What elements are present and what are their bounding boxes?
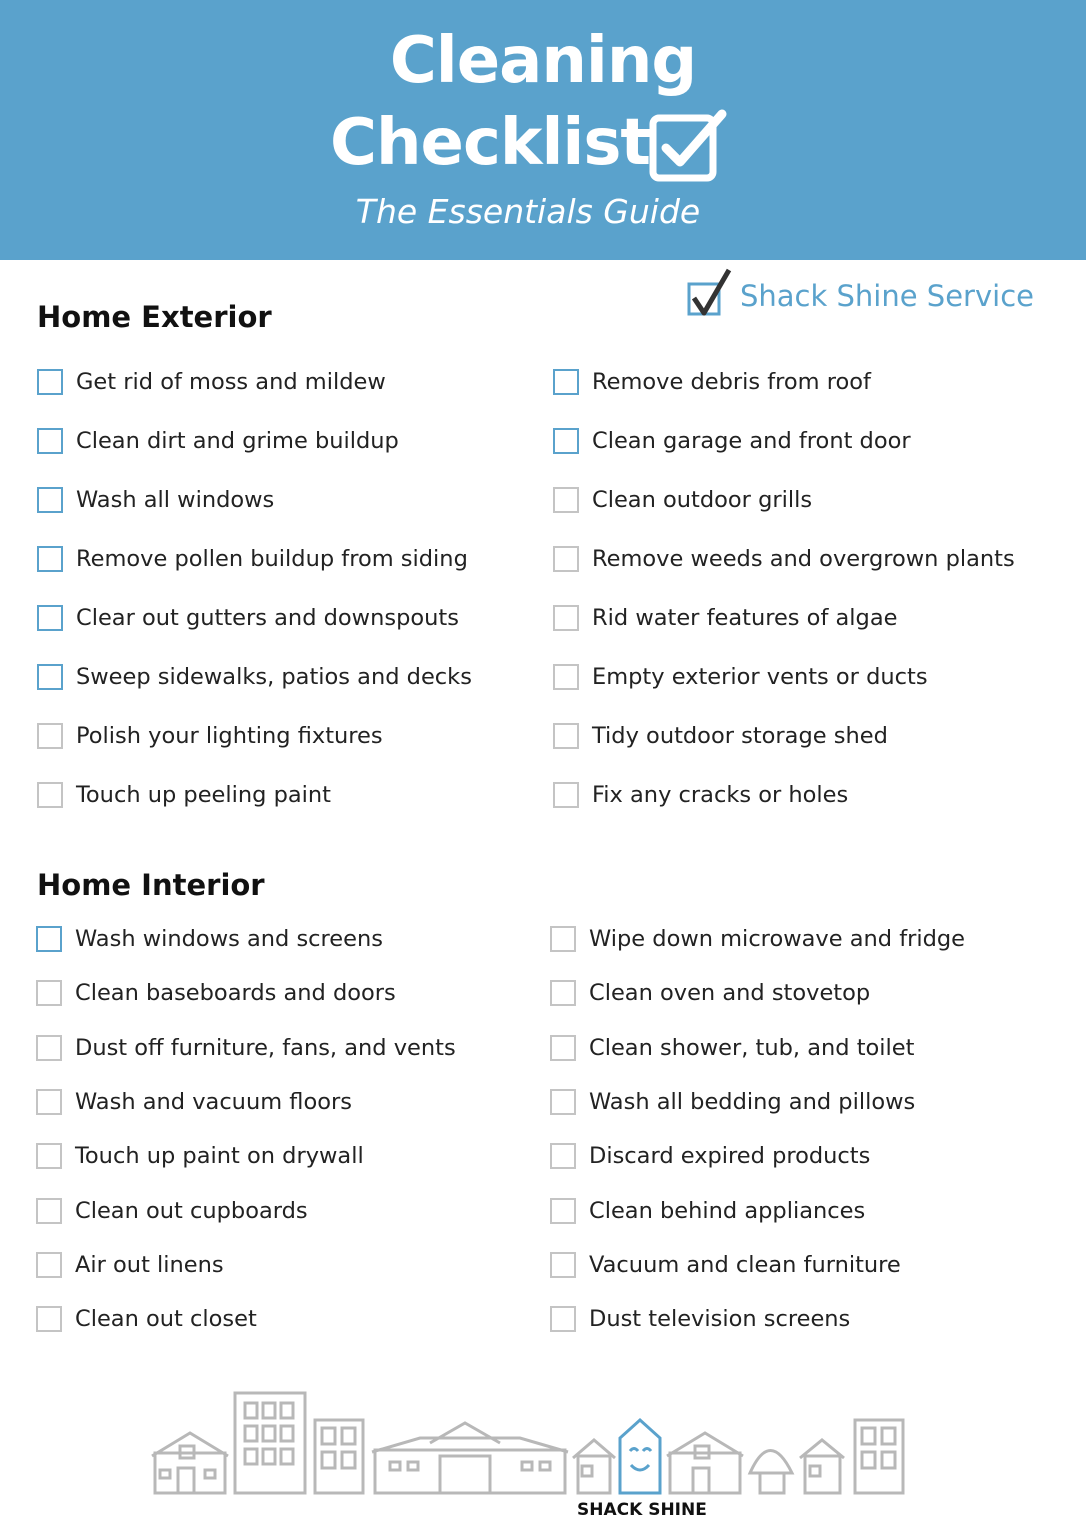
checkbox[interactable] <box>550 1143 576 1169</box>
header-banner <box>0 0 1086 260</box>
item-label: Clean shower, tub, and toilet <box>589 1034 915 1061</box>
checkbox[interactable] <box>550 926 576 952</box>
exterior-right-item[interactable] <box>553 428 911 454</box>
building-icon <box>315 1420 363 1493</box>
section-title-exterior: Home Exterior <box>37 300 272 334</box>
checkbox[interactable] <box>550 1035 576 1061</box>
exterior-right-item[interactable] <box>553 782 848 808</box>
exterior-right-item[interactable] <box>553 605 897 631</box>
exterior-left-item[interactable] <box>37 782 331 808</box>
checkbox[interactable] <box>553 723 579 749</box>
checkbox[interactable] <box>553 605 579 631</box>
house-icon <box>152 1433 228 1493</box>
item-label: Sweep sidewalks, patios and decks <box>76 664 472 690</box>
tall-building-icon <box>235 1393 305 1493</box>
item-label: Wash and vacuum floors <box>75 1088 352 1115</box>
small-house-icon <box>800 1440 844 1493</box>
item-label: Discard expired products <box>589 1143 871 1170</box>
item-label: Wipe down microwave and fridge <box>589 926 966 952</box>
exterior-right-item[interactable] <box>553 723 888 749</box>
checkbox[interactable] <box>37 605 63 631</box>
item-label: Dust television screens <box>589 1306 851 1333</box>
checkbox[interactable] <box>550 1198 576 1224</box>
item-label: Clean baseboards and doors <box>75 980 396 1007</box>
checkbox[interactable] <box>36 1252 62 1278</box>
mansion-icon <box>372 1423 568 1493</box>
exterior-left-item[interactable] <box>37 428 399 454</box>
item-label: Air out linens <box>75 1251 224 1278</box>
brand-logo <box>686 268 1034 318</box>
interior-right-item[interactable] <box>550 1089 915 1115</box>
skyline-illustration <box>150 1388 910 1498</box>
checkbox[interactable] <box>37 723 63 749</box>
item-label: Wash windows and screens <box>75 926 383 952</box>
building-icon <box>855 1420 903 1493</box>
checkbox[interactable] <box>553 546 579 572</box>
checkbox[interactable] <box>550 1306 576 1332</box>
checkbox[interactable] <box>550 980 576 1006</box>
item-label: Wash all bedding and pillows <box>589 1088 916 1115</box>
item-label: Dust off furniture, fans, and vents <box>75 1034 456 1061</box>
interior-right-item[interactable] <box>550 980 870 1006</box>
small-house-icon <box>573 1440 615 1493</box>
item-label: Vacuum and clean furniture <box>589 1251 901 1278</box>
item-label: Rid water features of algae <box>592 605 898 631</box>
interior-right-item[interactable] <box>550 1143 870 1169</box>
interior-left-item[interactable] <box>36 1143 364 1169</box>
item-label: Clean oven and stovetop <box>589 980 871 1007</box>
checkbox-checked-icon <box>648 108 728 184</box>
footer-logo-text: SHACK SHINE <box>577 1500 707 1520</box>
checkbox[interactable] <box>36 1089 62 1115</box>
exterior-left-item[interactable] <box>37 723 383 749</box>
exterior-right-item[interactable] <box>553 546 1015 572</box>
checkbox[interactable] <box>37 782 63 808</box>
checkbox[interactable] <box>37 664 63 690</box>
checkbox[interactable] <box>37 369 63 395</box>
item-label: Clean outdoor grills <box>592 487 813 513</box>
item-label: Fix any cracks or holes <box>592 782 849 808</box>
interior-left-item[interactable] <box>36 1198 308 1224</box>
item-label: Clean out closet <box>75 1306 257 1333</box>
exterior-left-item[interactable] <box>37 605 459 631</box>
interior-right-item[interactable] <box>550 1306 850 1332</box>
exterior-right-item[interactable] <box>553 369 871 395</box>
interior-left-item[interactable] <box>36 1089 352 1115</box>
interior-right-item[interactable] <box>550 1035 914 1061</box>
item-label: Get rid of moss and mildew <box>76 369 386 395</box>
interior-left-item[interactable] <box>36 1306 257 1332</box>
interior-left-item[interactable] <box>36 926 383 952</box>
exterior-right-item[interactable] <box>553 664 928 690</box>
item-label: Clear out gutters and downspouts <box>76 605 459 631</box>
checkbox[interactable] <box>37 546 63 572</box>
brand-check-icon <box>686 268 732 318</box>
title-line-2: Checklist <box>330 106 650 180</box>
interior-left-item[interactable] <box>36 1035 456 1061</box>
brand-name: Shack Shine Service <box>740 279 1034 313</box>
checkbox[interactable] <box>553 487 579 513</box>
checkbox[interactable] <box>553 369 579 395</box>
checkbox[interactable] <box>37 428 63 454</box>
house-icon <box>667 1433 743 1493</box>
exterior-right-item[interactable] <box>553 487 812 513</box>
interior-right-item[interactable] <box>550 926 965 952</box>
checkbox[interactable] <box>36 1306 62 1332</box>
item-label: Clean dirt and grime buildup <box>76 428 399 454</box>
checkbox[interactable] <box>550 1252 576 1278</box>
item-label: Tidy outdoor storage shed <box>592 723 888 749</box>
interior-left-item[interactable] <box>36 980 396 1006</box>
checkbox[interactable] <box>36 926 62 952</box>
item-label: Remove pollen buildup from siding <box>76 546 468 572</box>
item-label: Wash all windows <box>76 487 275 513</box>
checkbox[interactable] <box>550 1089 576 1115</box>
checkbox[interactable] <box>36 1143 62 1169</box>
checkbox[interactable] <box>36 980 62 1006</box>
shack-shine-logo-icon <box>620 1420 660 1493</box>
checkbox[interactable] <box>553 428 579 454</box>
interior-right-item[interactable] <box>550 1252 901 1278</box>
item-label: Clean garage and front door <box>592 428 911 454</box>
interior-right-item[interactable] <box>550 1198 865 1224</box>
interior-left-item[interactable] <box>36 1252 224 1278</box>
subtitle: The Essentials Guide <box>355 192 701 231</box>
item-label: Touch up paint on drywall <box>75 1143 364 1170</box>
item-label: Touch up peeling paint <box>76 782 331 808</box>
checkbox[interactable] <box>553 664 579 690</box>
item-label: Remove debris from roof <box>592 369 871 395</box>
mushroom-house-icon <box>750 1451 792 1494</box>
title-line-1: Cleaning <box>389 24 697 98</box>
section-title-interior: Home Interior <box>37 868 265 902</box>
item-label: Empty exterior vents or ducts <box>592 664 928 690</box>
checkbox[interactable] <box>553 782 579 808</box>
item-label: Clean behind appliances <box>589 1197 866 1224</box>
exterior-left-item[interactable] <box>37 546 468 572</box>
exterior-left-item[interactable] <box>37 664 472 690</box>
item-label: Remove weeds and overgrown plants <box>592 546 1015 572</box>
item-label: Clean out cupboards <box>75 1197 308 1224</box>
checkbox[interactable] <box>37 487 63 513</box>
checkbox[interactable] <box>36 1035 62 1061</box>
item-label: Polish your lighting fixtures <box>76 723 383 749</box>
checkbox[interactable] <box>36 1198 62 1224</box>
exterior-left-item[interactable] <box>37 487 274 513</box>
exterior-left-item[interactable] <box>37 369 386 395</box>
